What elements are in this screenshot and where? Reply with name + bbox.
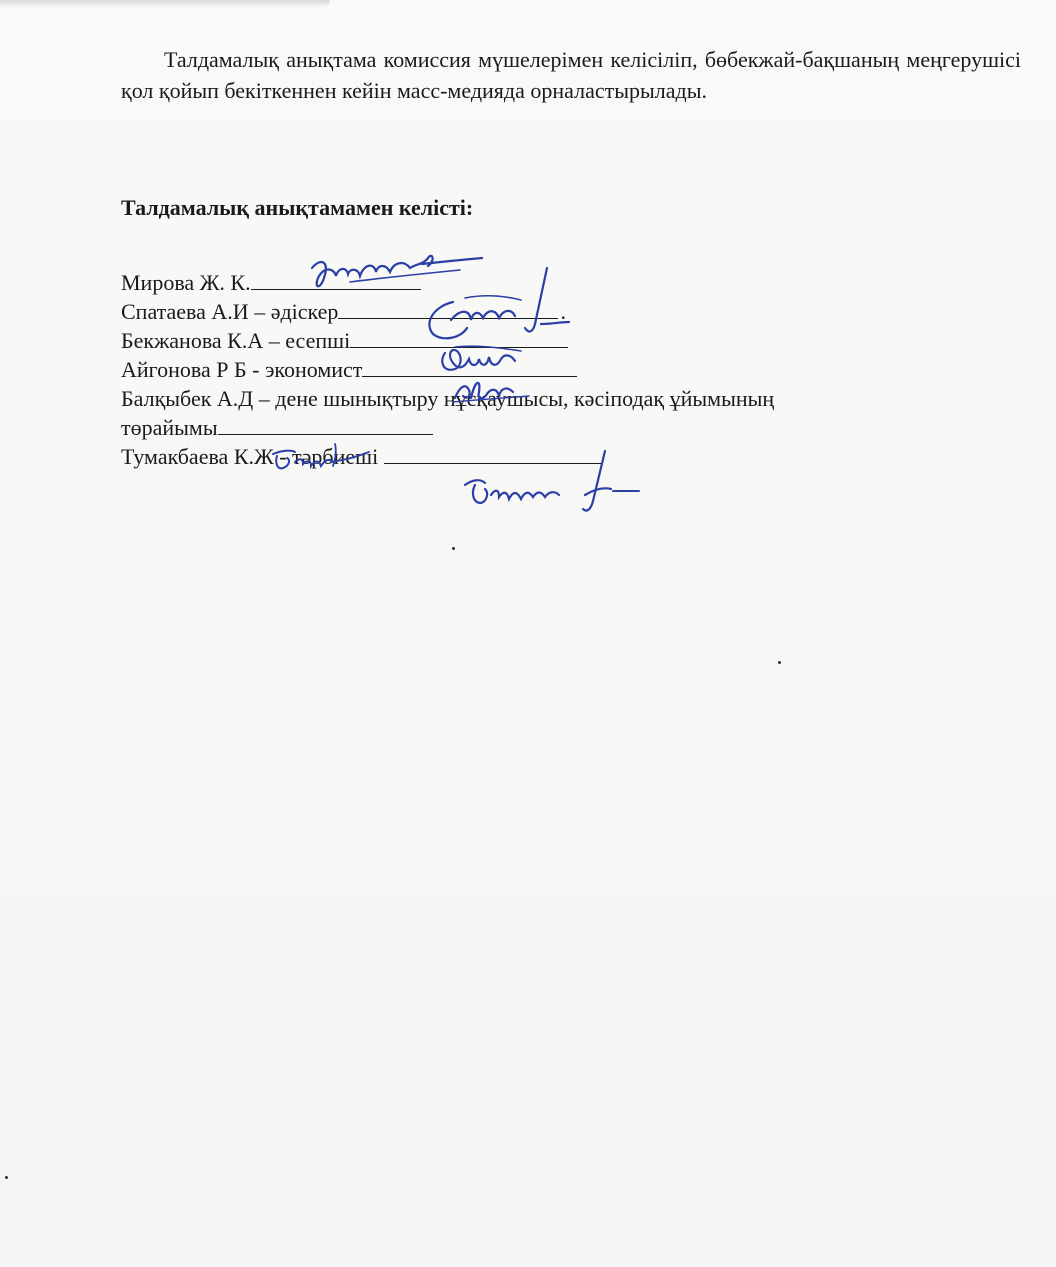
signature-line bbox=[362, 356, 577, 377]
signatory-name: Балқыбек А.Д – дене шынықтыру нұсқаушысы, кәсіподақ ұйымының bbox=[121, 386, 775, 411]
signatory-name: Мирова Ж. К. bbox=[121, 270, 251, 295]
signatory-name: Бекжанова К.А – есепші bbox=[121, 328, 351, 353]
signatory-name: Айгонова Р Б - экономист bbox=[121, 357, 363, 382]
signatory-name: төрайымы bbox=[121, 415, 218, 440]
signatory-row bbox=[121, 442, 1021, 471]
trailing-dot: . bbox=[560, 299, 566, 324]
signatory-name: Спатаева А.И – әдіскер bbox=[121, 299, 339, 324]
signature-line bbox=[338, 298, 558, 319]
intro-paragraph: Талдамалық анықтама комиссия мүшелерімен келісіліп, бөбекжай-бақшаның меңгерушісі қол қойып бекіткеннен кейін масс-медияда орналастырылады. bbox=[121, 47, 1021, 103]
paper-speck bbox=[452, 547, 455, 550]
signatory-row bbox=[121, 297, 1021, 326]
signature-line bbox=[350, 327, 568, 348]
agreement-heading: Талдамалық анықтамамен келісті: bbox=[121, 195, 474, 220]
signature-line bbox=[251, 269, 421, 290]
signatory-row bbox=[121, 326, 1021, 355]
page-edge-shadow bbox=[0, 0, 330, 8]
signatory-name: Тумакбаева К.Ж - тәрбиеші bbox=[121, 444, 379, 469]
paper-speck bbox=[778, 661, 781, 664]
signature-line bbox=[218, 414, 433, 435]
signatory-row bbox=[121, 268, 1021, 297]
signature-line bbox=[384, 443, 602, 464]
signatory-row bbox=[121, 384, 1021, 413]
paper-speck bbox=[5, 1176, 8, 1179]
signatory-row bbox=[121, 413, 1021, 442]
signatory-list bbox=[121, 268, 1021, 471]
signatory-row bbox=[121, 355, 1021, 384]
